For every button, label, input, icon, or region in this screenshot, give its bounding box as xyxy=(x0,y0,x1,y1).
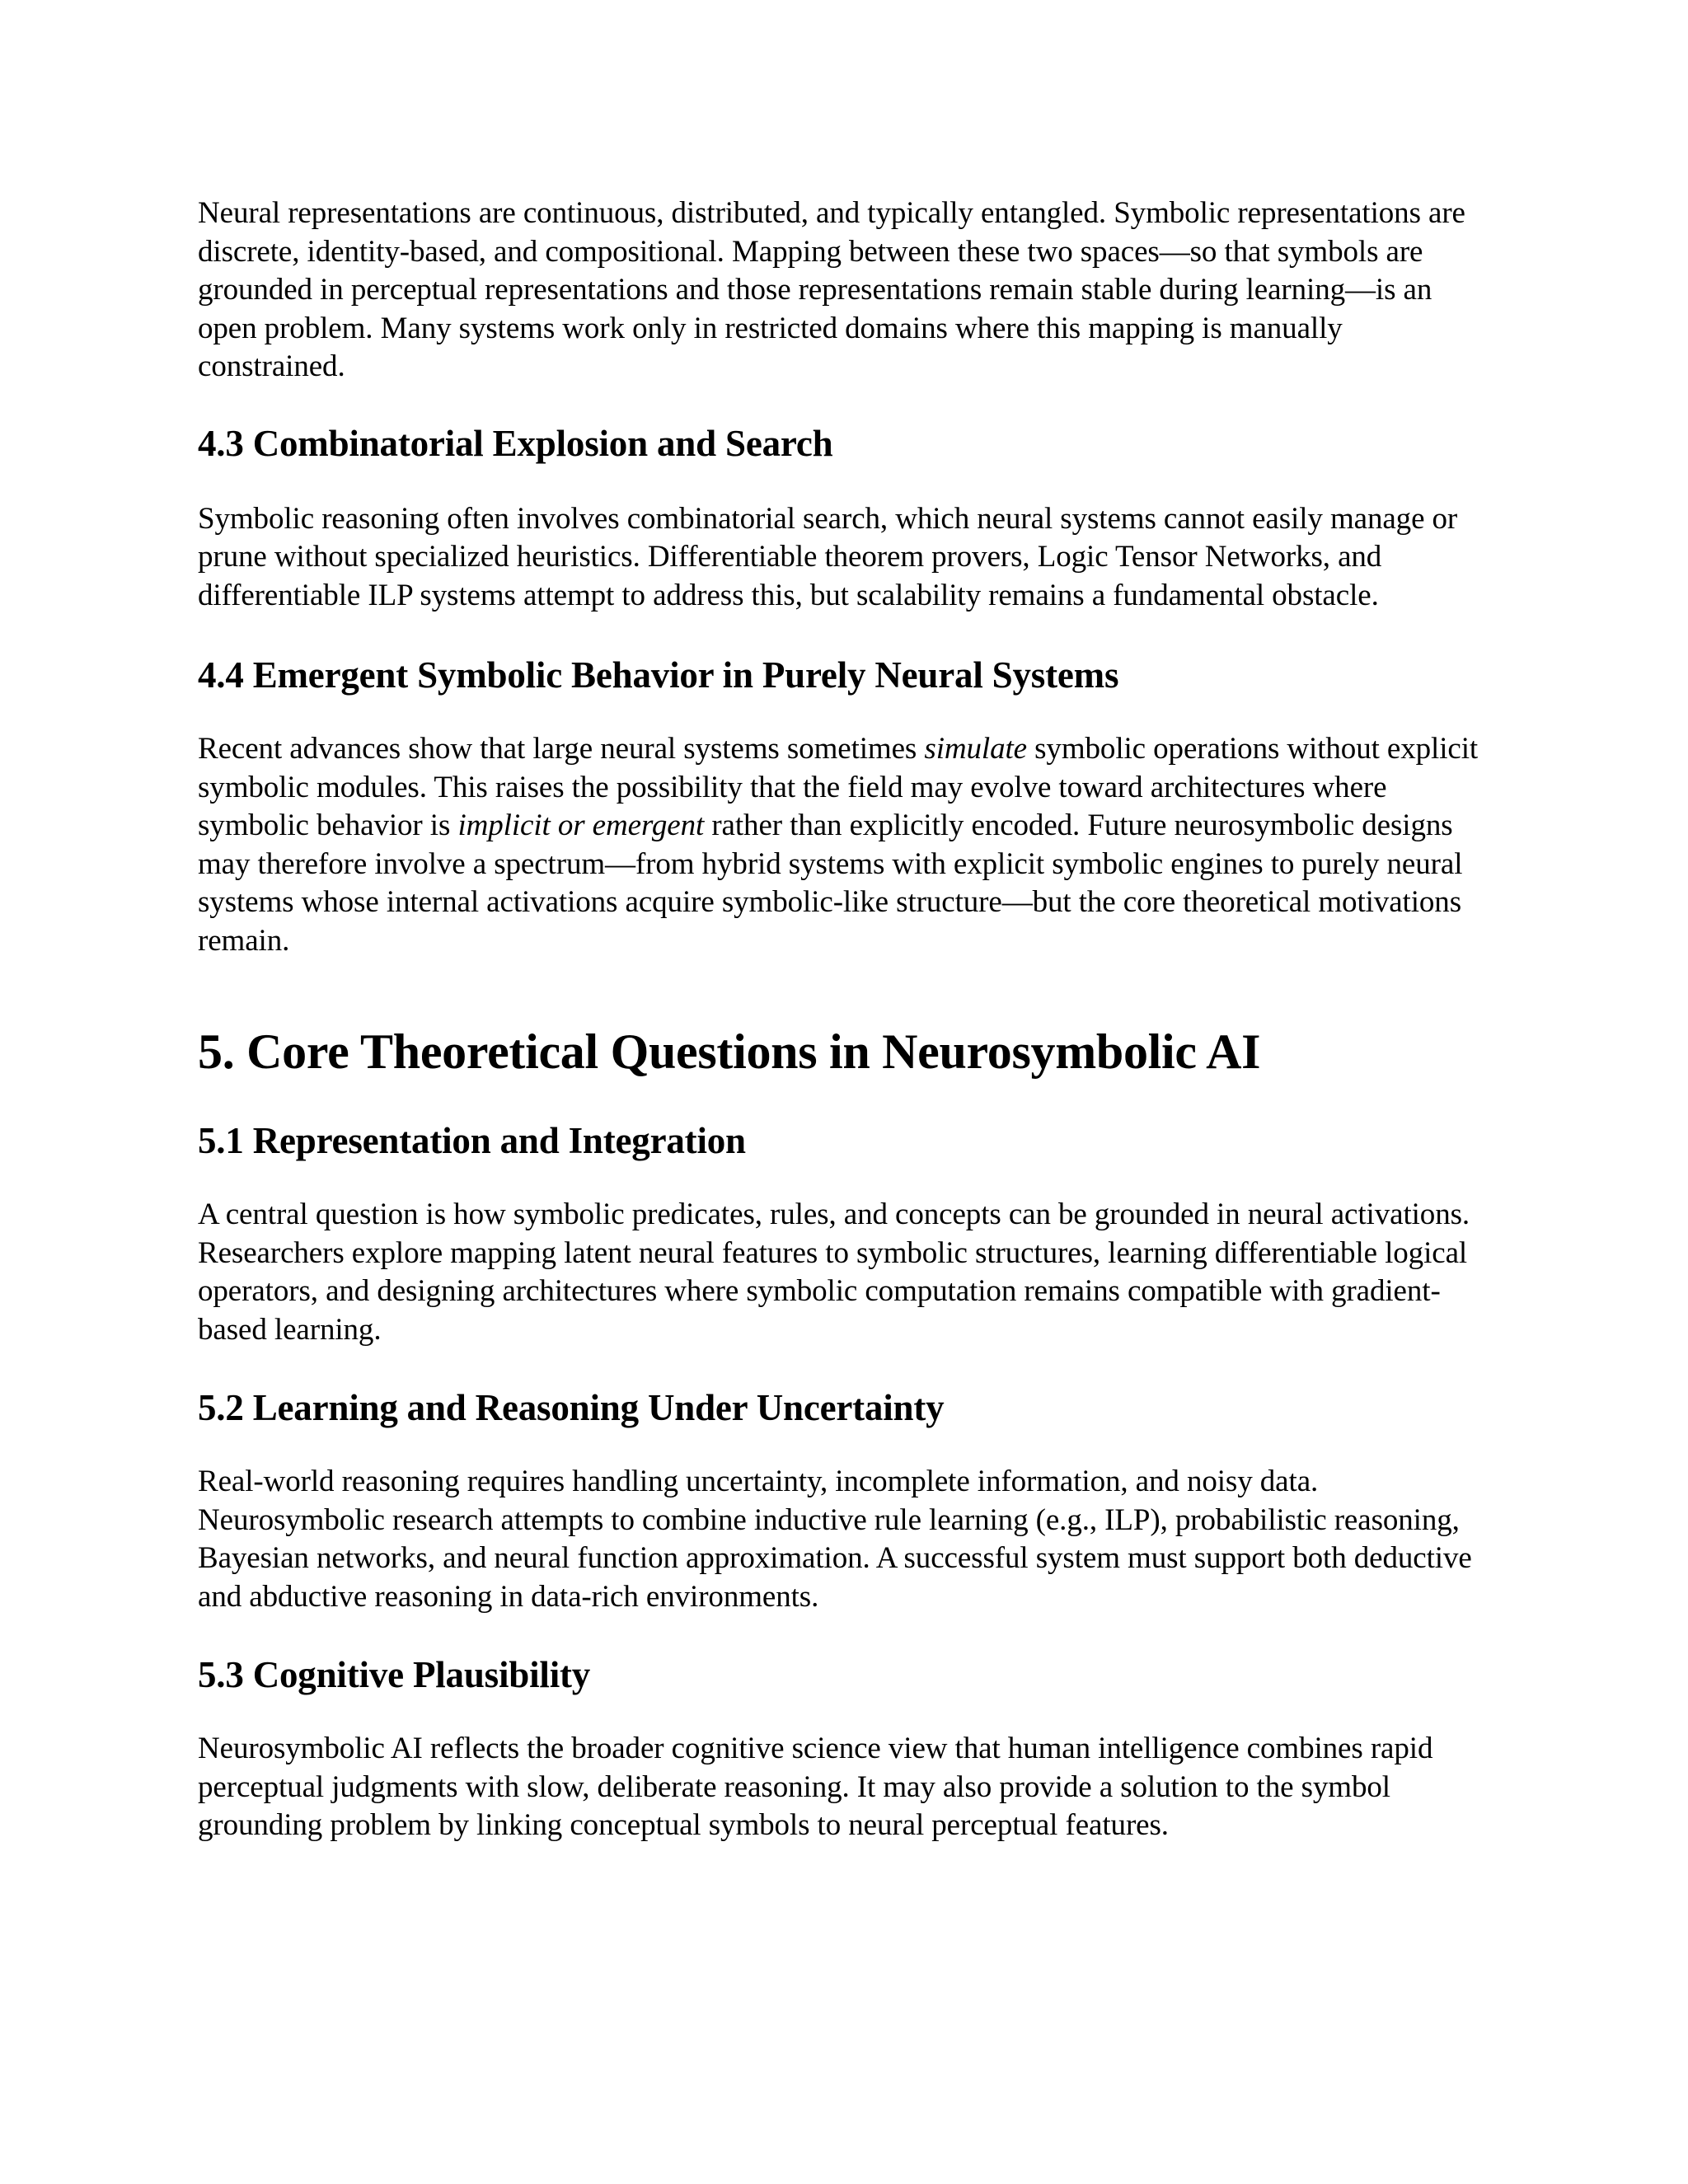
paragraph-uncertainty: Real-world reasoning requires handling uncertainty, incomplete information, and noisy data. Neurosymbolic research attempts to combine inductive rule learning (e.g., ILP), probabilistic reasoning, Bayesian networks, and neural function approximation. A successful system must support both deductive and abductive reasoning in data-rich environments. xyxy=(198,1465,1472,1614)
paragraph-emergent-behavior xyxy=(198,730,1484,960)
heading-5-2: 5.2 Learning and Reasoning Under Uncertainty xyxy=(198,1387,945,1428)
heading-5-1: 5.1 Representation and Integration xyxy=(198,1120,746,1161)
paragraph-text: Recent advances show that large neural systems sometimes xyxy=(198,732,925,766)
paragraph-combinatorial-search: Symbolic reasoning often involves combinatorial search, which neural systems cannot easily manage or prune without specialized heuristics. Differentiable theorem provers, Logic Tensor Networks, and differentiable ILP systems attempt to address this, but scalability remains a fundamental obstacle. xyxy=(198,501,1458,612)
paragraph-cognitive-plausibility: Neurosymbolic AI reflects the broader cognitive science view that human intelligence combines rapid perceptual judgments with slow, deliberate reasoning. It may also provide a solution to the symbol grounding problem by linking conceptual symbols to neural perceptual features. xyxy=(198,1732,1433,1842)
document-page xyxy=(198,194,1484,1845)
paragraph-neural-representations: Neural representations are continuous, distributed, and typically entangled. Symbolic representations are discrete, identity-based, and compositional. Mapping between these two spaces—so that symbols are grounded in perceptual representations and those representations remain stable during learning—is an open problem. Many systems work only in restricted domains where this mapping is manually constrained. xyxy=(198,196,1465,383)
paragraph-text: rather than explicitly encoded. Future neurosymbolic designs may therefore involve a spectrum—from hybrid systems with explicit symbolic engines to purely neural systems whose internal activations acquire symbolic-like structure—but the core theoretical motivations remain. xyxy=(198,808,1463,958)
paragraph-text: symbolic operations without explicit symbolic modules. This raises the possibility that the field may evolve toward architectures where symbolic behavior is xyxy=(198,732,1479,842)
paragraph-representation-integration: A central question is how symbolic predicates, rules, and concepts can be grounded in neural activations. Researchers explore mapping latent neural features to symbolic structures, learning differentiable logical operators, and designing architectures where symbolic computation remains compatible with gradient-based learning. xyxy=(198,1197,1470,1347)
heading-4-4: 4.4 Emergent Symbolic Behavior in Purely Neural Systems xyxy=(198,654,1119,696)
heading-section-5: 5. Core Theoretical Questions in Neurosymbolic AI xyxy=(198,1024,1261,1079)
emphasis-simulate: simulate xyxy=(924,732,1027,766)
heading-5-3: 5.3 Cognitive Plausibility xyxy=(198,1654,591,1695)
emphasis-implicit-emergent: implicit or emergent xyxy=(457,808,705,842)
heading-4-3: 4.3 Combinatorial Explosion and Search xyxy=(198,422,833,464)
